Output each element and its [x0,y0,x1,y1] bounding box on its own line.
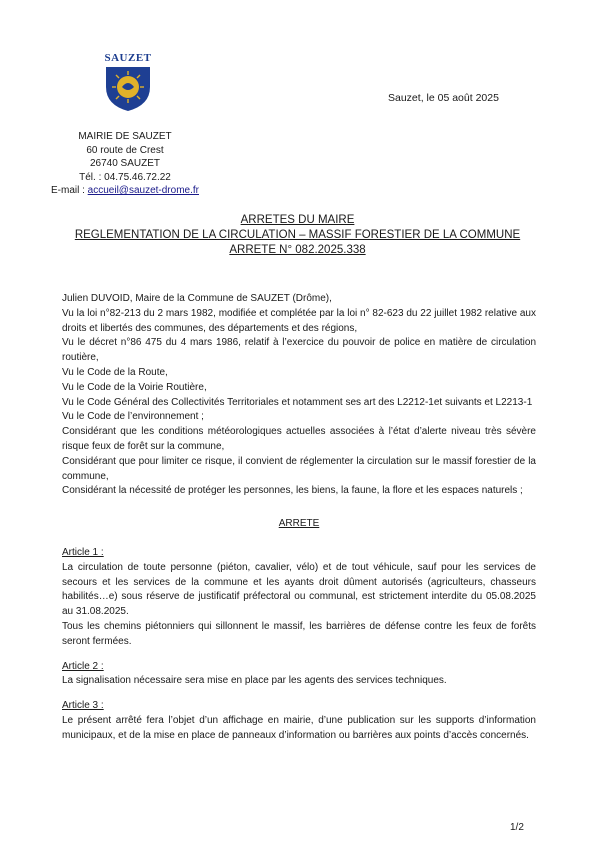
article-1-title: Article 1 : [62,546,104,558]
mairie-street: 60 route de Crest [86,144,164,156]
preamble-line: Vu le Code Général des Collectivités Territoriales et notamment ses art des L2212-1et suivants et L2213-1 [62,396,533,408]
preamble-line: Considérant que les conditions météorologiques actuelles associées à l’état d’alerte niveau très sévère risque feux de forêt sur la commune, [62,426,536,452]
preamble-line: Vu la loi n°82-213 du 2 mars 1982, modifiée et complétée par la loi n° 82-623 du 22 juillet 1982 relative aux droits et libertés des communes, des départements et des régions, [62,307,536,334]
article-3-paragraph: Le présent arrêté fera l’objet d’un affichage en mairie, d’une publication sur les supports d’information municipaux, et de la mise en place de panneaux d’information ou barrières aux points d’accès concernés. [62,714,536,741]
email-label: E-mail : [51,185,88,196]
title-reglementation: REGLEMENTATION DE LA CIRCULATION – MASSIF FORESTIER DE LA COMMUNE [74,229,521,241]
document-titles [60,213,535,258]
article-1-paragraph: Tous les chemins piétonniers qui sillonnent le massif, les barrières de défense contre les feux de forêts seront fermées. [62,620,536,647]
preamble-line: Vu le Code de l’environnement ; [62,411,204,423]
arrete-heading: ARRETE [278,518,320,530]
sauzet-logo [96,52,160,114]
article-2-paragraph: La signalisation nécessaire sera mise en place par les agents des services techniques. [62,675,447,687]
mairie-name: MAIRIE DE SAUZET [78,131,172,142]
document-body [62,292,536,744]
preamble-line: Considérant que pour limiter ce risque, il convient de réglementer la circulation sur le massif forestier de la commune, [62,455,536,482]
document-date: Sauzet, le 05 août 2025 [388,92,499,104]
preamble-line: Vu le Code de la Route, [62,366,168,378]
coat-of-arms-icon [102,65,154,113]
article-3-title: Article 3 : [62,700,104,712]
preamble-line: Julien DUVOID, Maire de la Commune de SAUZET (Drôme), [62,293,332,304]
article-2-title: Article 2 : [62,660,104,672]
mairie-postcode: 26740 SAUZET [89,158,161,169]
mairie-address-block [40,130,210,198]
title-arretes: ARRETES DU MAIRE [240,214,355,226]
preamble-line: Vu le Code de la Voirie Routière, [62,381,207,393]
logo-text: SAUZET [104,52,152,64]
email-link[interactable]: accueil@sauzet-drome.fr [87,185,199,196]
mairie-email-line [40,184,210,198]
preamble-line: Considérant la nécessité de protéger les personnes, les biens, la faune, la flore et les espaces naturels ; [62,485,523,497]
preamble-line: Vu le décret n°86 475 du 4 mars 1986, relatif à l’exercice du pouvoir de police en matière de circulation routière, [62,337,536,364]
mairie-phone: Tél. : 04.75.46.72.22 [79,171,171,183]
title-arrete-number: ARRETE N° 082.2025.338 [229,244,366,256]
article-1-paragraph: La circulation de toute personne (piéton, cavalier, vélo) et de tout véhicule, sauf pour les services de secours et les services de la commune et les ayants droit dûment autorisés (agriculteurs, chasseurs habilités…e) sous réserve de justificatif préfectoral ou communal, est strictement interdite du 05.08.2025 au 31.08.2025. [62,561,536,618]
page-number: 1/2 [510,822,524,833]
